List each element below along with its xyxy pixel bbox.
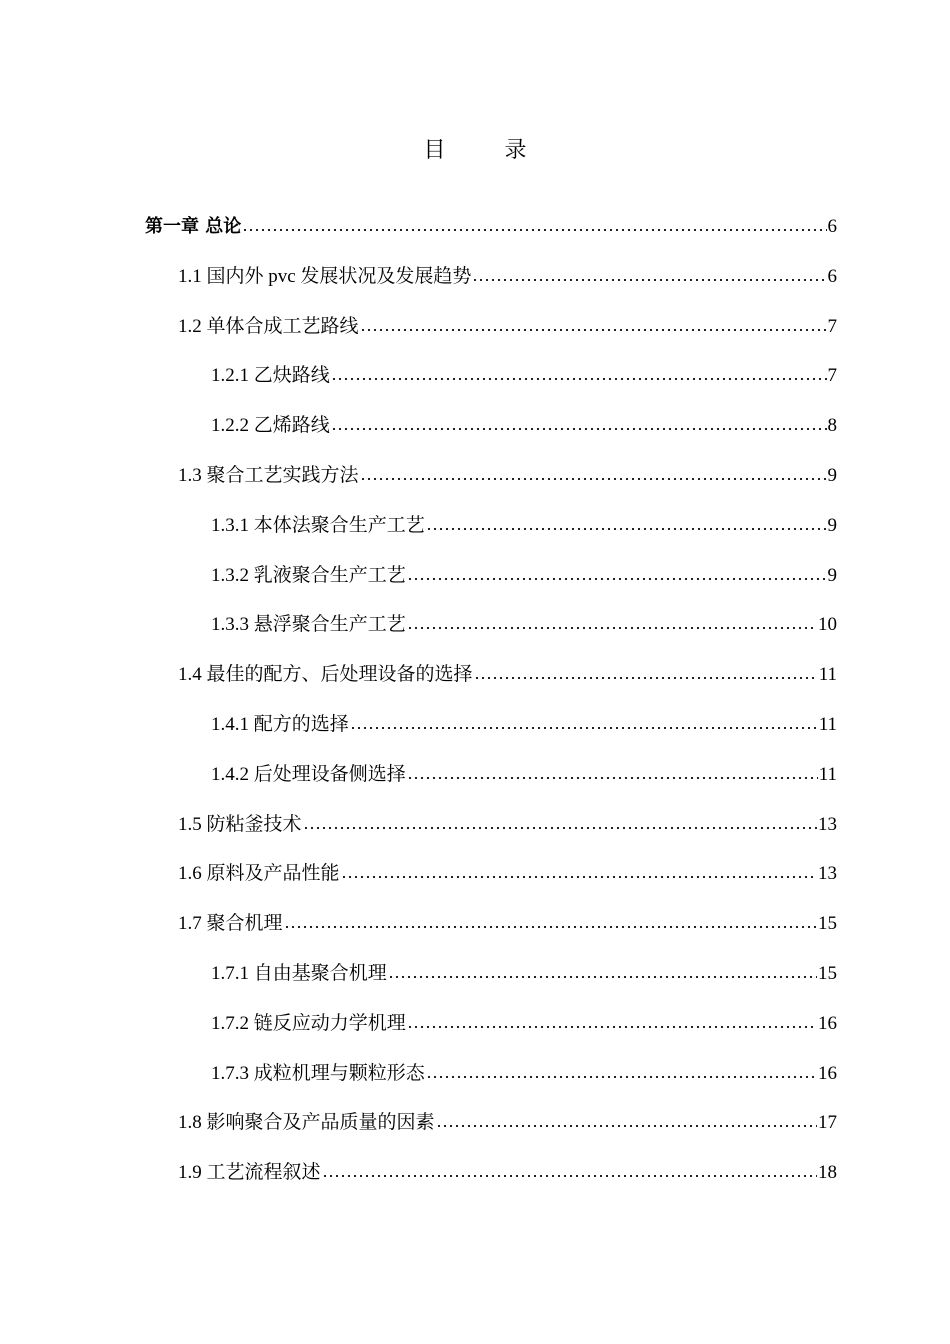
toc-entry[interactable]	[211, 999, 837, 1049]
toc-entry-title: 1.3.3 悬浮聚合生产工艺	[211, 614, 406, 636]
dot-leader	[350, 726, 818, 730]
dot-leader	[331, 377, 827, 381]
toc-entry-page-number: 9	[827, 514, 837, 536]
dot-leader	[474, 676, 818, 680]
dot-leader	[436, 1124, 817, 1128]
toc-entry[interactable]	[178, 800, 837, 850]
toc-entry[interactable]	[211, 1049, 837, 1099]
toc-entry-page-number: 11	[818, 763, 837, 785]
toc-entry-title: 1.2.1 乙炔路线	[211, 365, 330, 387]
dot-leader	[303, 826, 817, 830]
toc-entry-title: 1.4.2 后处理设备侧选择	[211, 763, 406, 785]
dot-leader	[407, 776, 818, 780]
toc-entry-title: 1.9 工艺流程叙述	[178, 1162, 321, 1184]
toc-entry-title: 1.3 聚合工艺实践方法	[178, 465, 359, 486]
toc-entry-title: 1.2.2 乙烯路线	[211, 415, 330, 437]
toc-entry-page-number: 9	[827, 465, 837, 486]
toc-entry-title: 第一章 总论	[145, 216, 242, 237]
dot-leader	[284, 925, 817, 929]
toc-entry[interactable]	[211, 501, 837, 551]
toc-entry-title: 1.4.1 配方的选择	[211, 714, 349, 735]
toc-entry[interactable]	[178, 302, 837, 352]
toc-entry-title: 1.2 单体合成工艺路线	[178, 315, 359, 337]
dot-leader	[360, 328, 827, 332]
dot-leader	[322, 1174, 817, 1178]
toc-entry-title: 1.7.1 自由基聚合机理	[211, 963, 387, 984]
toc-entry[interactable]	[178, 899, 837, 949]
toc-entry-page-number: 16	[818, 1012, 837, 1034]
toc-entry[interactable]	[211, 401, 837, 451]
dot-leader	[331, 427, 827, 431]
toc-entry[interactable]	[178, 1098, 837, 1148]
toc-entry-page-number: 9	[827, 564, 837, 586]
dot-leader	[360, 477, 827, 481]
dot-leader	[407, 577, 827, 581]
toc-entry-title: 1.8 影响聚合及产品质量的因素	[178, 1112, 435, 1134]
toc-entry-page-number: 6	[827, 265, 837, 287]
toc-entry-page-number: 16	[818, 1062, 837, 1084]
toc-entry-page-number: 17	[818, 1112, 837, 1134]
toc-entry-title: 1.7.3 成粒机理与颗粒形态	[211, 1062, 425, 1084]
toc-entry-page-number: 15	[818, 913, 837, 935]
dot-leader	[388, 975, 817, 979]
toc-entry[interactable]	[178, 650, 837, 700]
toc-entry-page-number: 11	[818, 714, 837, 735]
toc-entry-page-number: 7	[827, 315, 837, 337]
toc-entry[interactable]	[145, 202, 837, 252]
toc-entry[interactable]	[178, 252, 837, 302]
toc-entry-page-number: 10	[818, 614, 837, 636]
dot-leader	[426, 527, 827, 531]
toc-entry[interactable]	[211, 600, 837, 650]
dot-leader	[341, 875, 817, 879]
toc-entry[interactable]	[211, 351, 837, 401]
toc-entry[interactable]	[178, 849, 837, 899]
toc-entry-title: 1.1 国内外 pvc 发展状况及发展趋势	[178, 265, 472, 287]
toc-entry[interactable]	[211, 949, 837, 999]
toc-entry-page-number: 7	[827, 365, 837, 387]
toc-entry[interactable]	[178, 1148, 837, 1198]
toc-entry[interactable]	[178, 451, 837, 501]
toc-entry-title: 1.5 防粘釜技术	[178, 813, 302, 835]
toc-entry-page-number: 15	[818, 963, 837, 984]
toc-entry[interactable]	[211, 700, 837, 750]
toc-entry-page-number: 8	[827, 415, 837, 437]
toc-entry-page-number: 18	[818, 1162, 837, 1184]
toc-title: 目 录	[423, 138, 553, 163]
toc-entry-page-number: 11	[818, 664, 837, 686]
dot-leader	[407, 1025, 817, 1029]
toc-entry-page-number: 6	[827, 216, 837, 237]
toc-entry-title: 1.7.2 链反应动力学机理	[211, 1012, 406, 1034]
toc-entry-title: 1.4 最佳的配方、后处理设备的选择	[178, 664, 473, 686]
toc-entry-title: 1.3.2 乳液聚合生产工艺	[211, 564, 406, 586]
dot-leader	[407, 626, 817, 630]
toc-entry-title: 1.6 原料及产品性能	[178, 863, 340, 885]
toc-entry[interactable]	[211, 750, 837, 800]
toc-entry-page-number: 13	[818, 813, 837, 835]
dot-leader	[426, 1075, 817, 1079]
toc-entry[interactable]	[211, 551, 837, 601]
toc-entry-title: 1.3.1 本体法聚合生产工艺	[211, 514, 425, 536]
dot-leader	[242, 228, 826, 232]
dot-leader	[472, 278, 826, 282]
toc-entry-page-number: 13	[818, 863, 837, 885]
toc-entry-title: 1.7 聚合机理	[178, 913, 283, 935]
